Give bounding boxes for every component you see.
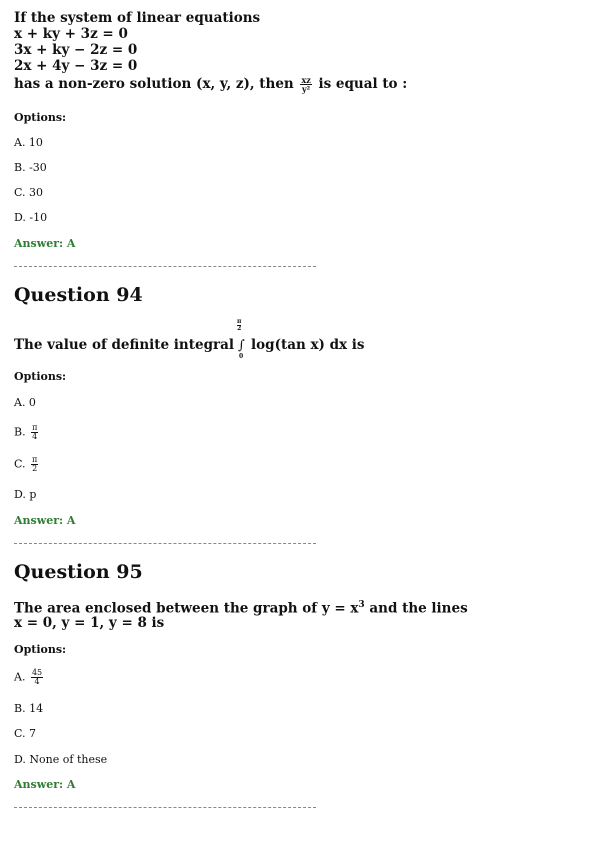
q93-tail-pre: has a non-zero solution (x, y, z), then: [14, 76, 294, 92]
q95-option-b: B. 14: [14, 702, 44, 715]
q94-title: Question 94: [14, 284, 143, 306]
q95-divider: [14, 807, 316, 808]
q93-tail-post: is equal to :: [318, 76, 408, 92]
q95-exponent: 3: [358, 600, 365, 610]
integral-sign: [236, 317, 248, 360]
q95-line1-post: and the lines: [364, 600, 468, 617]
q95-option-d: D. None of these: [14, 753, 108, 766]
q95-option-a-fraction: [31, 669, 43, 686]
q93-option-d: D. -10: [14, 211, 48, 224]
integral-upper-limit: [237, 319, 241, 332]
integral-upper-den: 2: [237, 324, 242, 332]
q93-equation-1: x + ky + 3z = 0: [14, 26, 128, 42]
q94-option-c-fraction: [31, 456, 38, 473]
q95-answer: Answer: A: [14, 778, 76, 791]
q94-option-b-den: 4: [32, 432, 38, 441]
q95-option-c: C. 7: [14, 727, 37, 740]
q94-option-c: [14, 456, 40, 473]
q94-option-b: [14, 424, 40, 441]
q94-option-b-prefix: B.: [14, 425, 26, 439]
q95-title: Question 95: [14, 561, 143, 583]
q93-option-c: C. 30: [14, 186, 44, 199]
q93-answer: Answer: A: [14, 237, 76, 250]
q93-fraction-num: xz: [301, 75, 311, 85]
q93-question-tail: [14, 76, 407, 93]
q95-option-a-den: 4: [34, 677, 40, 686]
q94-text-pre: The value of definite integral: [14, 337, 234, 353]
q95-question-line-1: [14, 597, 468, 617]
q94-option-a: A. 0: [14, 396, 36, 409]
q94-question-text: [14, 317, 365, 360]
q94-answer: Answer: A: [14, 514, 76, 527]
q93-intro: If the system of linear equations: [14, 10, 261, 26]
q94-option-c-num: π: [32, 455, 38, 464]
integral-lower-limit: 0: [239, 352, 244, 360]
q93-equation-2: 3x + ky − 2z = 0: [14, 42, 138, 58]
integral-symbol: ∫: [238, 337, 245, 353]
q93-options-label: Options:: [14, 111, 67, 124]
q94-option-d: D. p: [14, 488, 37, 501]
q95-question-line-2: x = 0, y = 1, y = 8 is: [14, 615, 165, 631]
q94-divider: [14, 543, 316, 544]
q94-option-c-prefix: C.: [14, 457, 26, 471]
q94-option-b-fraction: [31, 424, 38, 441]
q95-option-a: [14, 669, 45, 686]
q94-option-c-den: 2: [32, 464, 38, 473]
q93-option-a: A. 10: [14, 136, 43, 149]
q94-text-post: log(tan x) dx is: [251, 337, 365, 353]
q93-fraction: [300, 76, 311, 93]
q95-option-a-prefix: A.: [14, 670, 26, 684]
q95-line1-pre: The area enclosed between the graph of y = x: [14, 600, 359, 617]
integral-upper-num: π: [237, 317, 242, 325]
q94-option-b-num: π: [32, 423, 38, 432]
q95-options-label: Options:: [14, 643, 67, 656]
q93-equation-3: 2x + 4y − 3z = 0: [14, 58, 138, 74]
q93-divider: [14, 266, 316, 267]
q93-option-b: B. -30: [14, 161, 47, 174]
q95-option-a-num: 45: [31, 668, 43, 677]
q94-options-label: Options:: [14, 370, 67, 383]
q93-fraction-den: y²: [302, 84, 311, 94]
